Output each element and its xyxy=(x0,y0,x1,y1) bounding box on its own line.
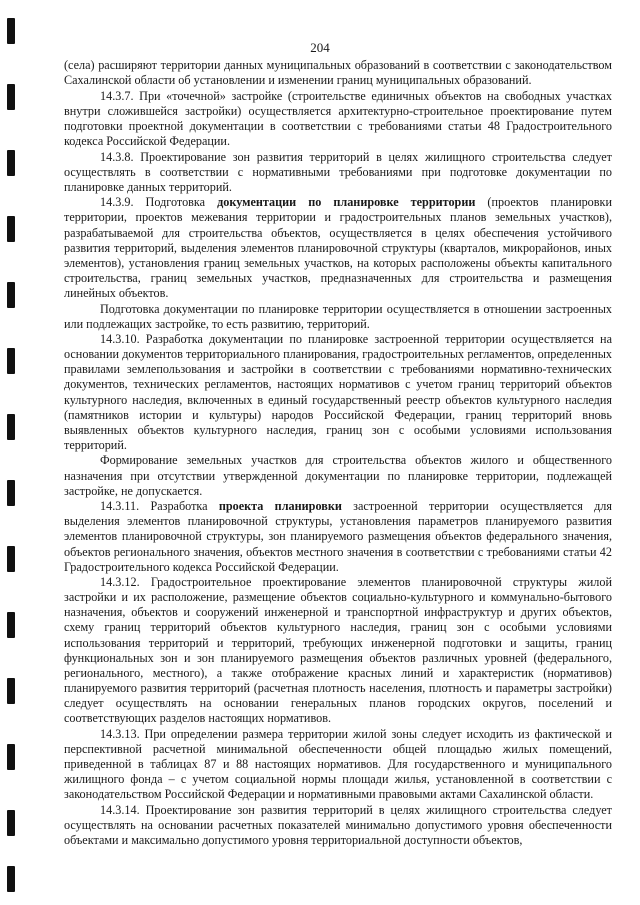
paragraph: Подготовка документации по планировке территории осуществляется в отношении застроенных или подлежащих застройке, то есть развитию, территорий. xyxy=(64,301,612,331)
binder-hole-mark xyxy=(7,414,15,440)
paragraph: 14.3.9. Подготовка документации по планировке территории (проектов планировки территории, проектов межевания территории и градостроительных планов земельных участков), разрабатываемой для строительства объектов, осуществляется в целях обеспечения устойчивого развития территорий, выделения элементов планировочной структуры (кварталов, микрорайонов, иных элементов), установления границ земельных участков, на которых расположены объекты капитального строительства, границ земельных участков, предназначенных для строительства и размещения линейных объектов. xyxy=(64,195,612,300)
page-number: 204 xyxy=(310,40,330,55)
document-body xyxy=(64,58,612,848)
binder-hole-mark xyxy=(7,612,15,638)
binder-hole-mark xyxy=(7,282,15,308)
binder-hole-mark xyxy=(7,810,15,836)
emphasis: документации по планировке территории xyxy=(217,195,476,210)
binder-hole-mark xyxy=(7,150,15,176)
paragraph: 14.3.12. Градостроительное проектирование элементов планировочной структуры жилой застройки и их расположение, размещение объектов социально-культурного и коммунально-бытового назначения, объектов и сооружений инженерной и транспортной инфраструктур и других объектов, схему границ территорий объектов культурного наследия, границ зон с особыми условиями использования территорий и территорий, требующих инженерной подготовки и защиты, границ функциональных зон и зон планируемого размещения объектов различных уровней (федерального, регионального, местного), а также отображение красных линий и характеристик (нормативов) планируемого развития территорий (расчетная плотность населения, плотность и параметры застройки) следует осуществлять на основании генеральных планов городских округов, поселений и соответствующих разделов настоящих нормативов. xyxy=(64,575,612,726)
binder-hole-mark xyxy=(7,84,15,110)
paragraph: 14.3.11. Разработка проекта планировки застроенной территории осуществляется для выделения элементов планировочной структуры, установления параметров планируемого развития элементов планировочной структуры, зон планируемого размещения объектов федерального значения, объектов регионального значения, объектов местного значения в соответствии с требованиями статьи 42 Градостроительного кодекса Российской Федерации. xyxy=(64,499,612,574)
binder-hole-mark xyxy=(7,744,15,770)
paragraph: 14.3.13. При определении размера территории жилой зоны следует исходить из фактической и перспективной расчетной минимальной обеспеченности общей площадью жилых помещений, приведенной в таблицах 87 и 88 настоящих нормативов. Для государственного и муниципального жилищного фонда – с учетом социальной нормы площади жилья, установленной в соответствии с законодательством Российской Федерации и нормативными правовыми актами Сахалинской области. xyxy=(64,726,612,801)
paragraph: 14.3.8. Проектирование зон развития территорий в целях жилищного строительства следует осуществлять в соответствии с нормативными требованиями при подготовке документации по планировке данных территорий. xyxy=(64,149,612,194)
paragraph: Формирование земельных участков для строительства объектов жилого и общественного назначения при отсутствии утвержденной документации по планировке территории, подлежащей застройке, не допускается. xyxy=(64,453,612,498)
binder-hole-mark xyxy=(7,678,15,704)
binder-margin xyxy=(7,0,16,905)
binder-hole-mark xyxy=(7,216,15,242)
binder-hole-mark xyxy=(7,866,15,892)
emphasis: проекта планировки xyxy=(218,499,342,514)
paragraph: 14.3.14. Проектирование зон развития территорий в целях жилищного строительства следует осуществлять на основании расчетных показателей минимально допустимого уровня обеспеченности объектами и максимально допустимого уровня территориальной доступности объектов, xyxy=(64,802,612,847)
paragraph: (села) расширяют территории данных муниципальных образований в соответствии с законодательством Сахалинской области об установлении и изменении границ муниципальных образований. xyxy=(64,58,612,88)
binder-hole-mark xyxy=(7,480,15,506)
binder-hole-mark xyxy=(7,546,15,572)
binder-hole-mark xyxy=(7,348,15,374)
paragraph: 14.3.10. Разработка документации по планировке застроенной территории осуществляется на основании документов территориального планирования, градостроительных регламентов, определенных правилами землепользования и застройки в соответствии с требованиями нормативно-технических документов, технических регламентов, настоящих нормативов с учетом границ территорий объектов культурного наследия, включенных в единый государственный реестр объектов культурного наследия (памятников истории и культуры) народов Российской Федерации, границ территорий вновь выявленных объектов культурного наследия, границ зон с особыми условиями использования территорий. xyxy=(64,332,612,452)
paragraph: 14.3.7. При «точечной» застройке (строительстве единичных объектов на свободных участках внутри сложившейся застройки) осуществляется архитектурно-строительное проектирование путем подготовки проектной документации в соответствии с требованиями статьи 48 Градостроительного кодекса Российской Федерации. xyxy=(64,88,612,148)
